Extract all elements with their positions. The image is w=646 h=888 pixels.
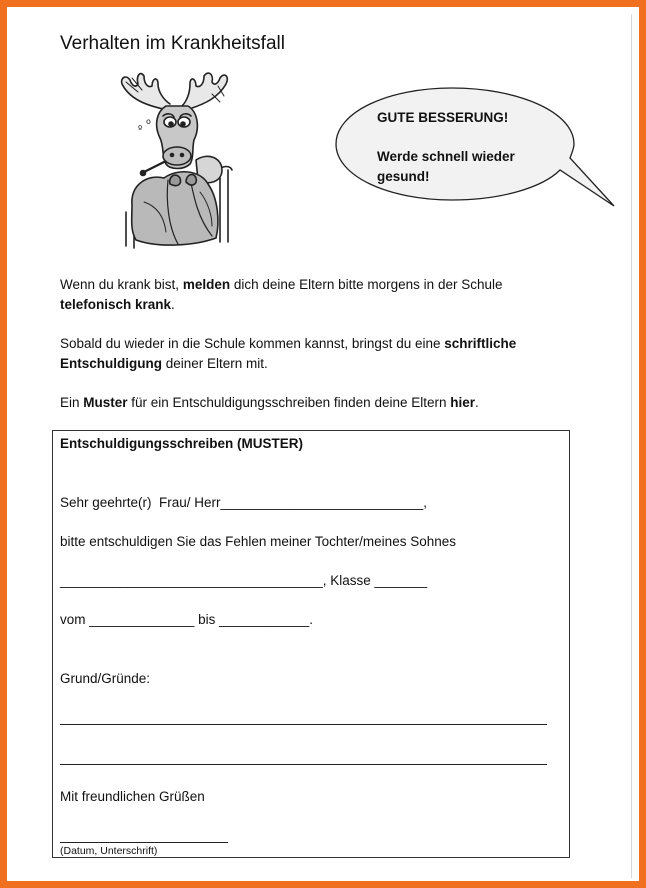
text-run: deiner Eltern mit.: [162, 356, 268, 371]
bold-run: hier: [450, 395, 476, 410]
bold-run: Muster: [83, 395, 128, 410]
form-closing: Mit freundlichen Grüßen: [60, 789, 205, 804]
margin-rule: [631, 14, 632, 878]
reason-line-1: [60, 724, 547, 725]
paragraph-template-hint: [60, 393, 560, 413]
bubble-line-3: gesund!: [377, 169, 430, 184]
sick-moose-illustration: [108, 66, 248, 254]
signature-caption: (Datum, Unterschrift): [60, 845, 158, 857]
paragraph-excuse-note: [60, 334, 560, 374]
reason-line-2: [60, 764, 547, 765]
bubble-line-1: GUTE BESSERUNG!: [377, 110, 509, 125]
form-request: bitte entschuldigen Sie das Fehlen meiner Tochter/meines Sohnes: [60, 534, 456, 549]
text-run: Ein: [60, 395, 84, 410]
text-run: dich deine Eltern bitte morgens in der Schule: [230, 277, 503, 292]
text-run: Sobald du wieder in die Schule kommen kannst, bringst du eine: [60, 336, 445, 351]
form-salutation: Sehr geehrte(r) Frau/ Herr___________________________,: [60, 495, 428, 510]
bold-run: telefonisch krank: [60, 297, 172, 312]
bold-run: melden: [182, 277, 231, 292]
paragraph-sick-notice: [60, 275, 560, 315]
text-run: Wenn du krank bist,: [60, 277, 183, 292]
form-reason-label: Grund/Gründe:: [60, 671, 151, 686]
bold-run: schriftliche Entschuldigung: [60, 336, 517, 371]
text-run: für ein Entschuldigungsschreiben finden deine Eltern: [127, 395, 451, 410]
svg-text:º: º: [138, 125, 143, 135]
form-heading: Entschuldigungsschreiben (MUSTER): [60, 436, 304, 451]
signature-line: [60, 842, 228, 843]
text-run: .: [171, 297, 175, 312]
page-title: Verhalten im Krankheitsfall: [60, 33, 285, 54]
speech-bubble-text: [377, 108, 547, 187]
form-date-range: vom ______________ bis ____________.: [60, 612, 313, 627]
text-run: .: [475, 395, 479, 410]
svg-text:o: o: [146, 117, 151, 126]
bubble-line-2: Werde schnell wieder: [377, 149, 515, 164]
form-name-class: ___________________________________, Klasse _______: [60, 573, 428, 588]
